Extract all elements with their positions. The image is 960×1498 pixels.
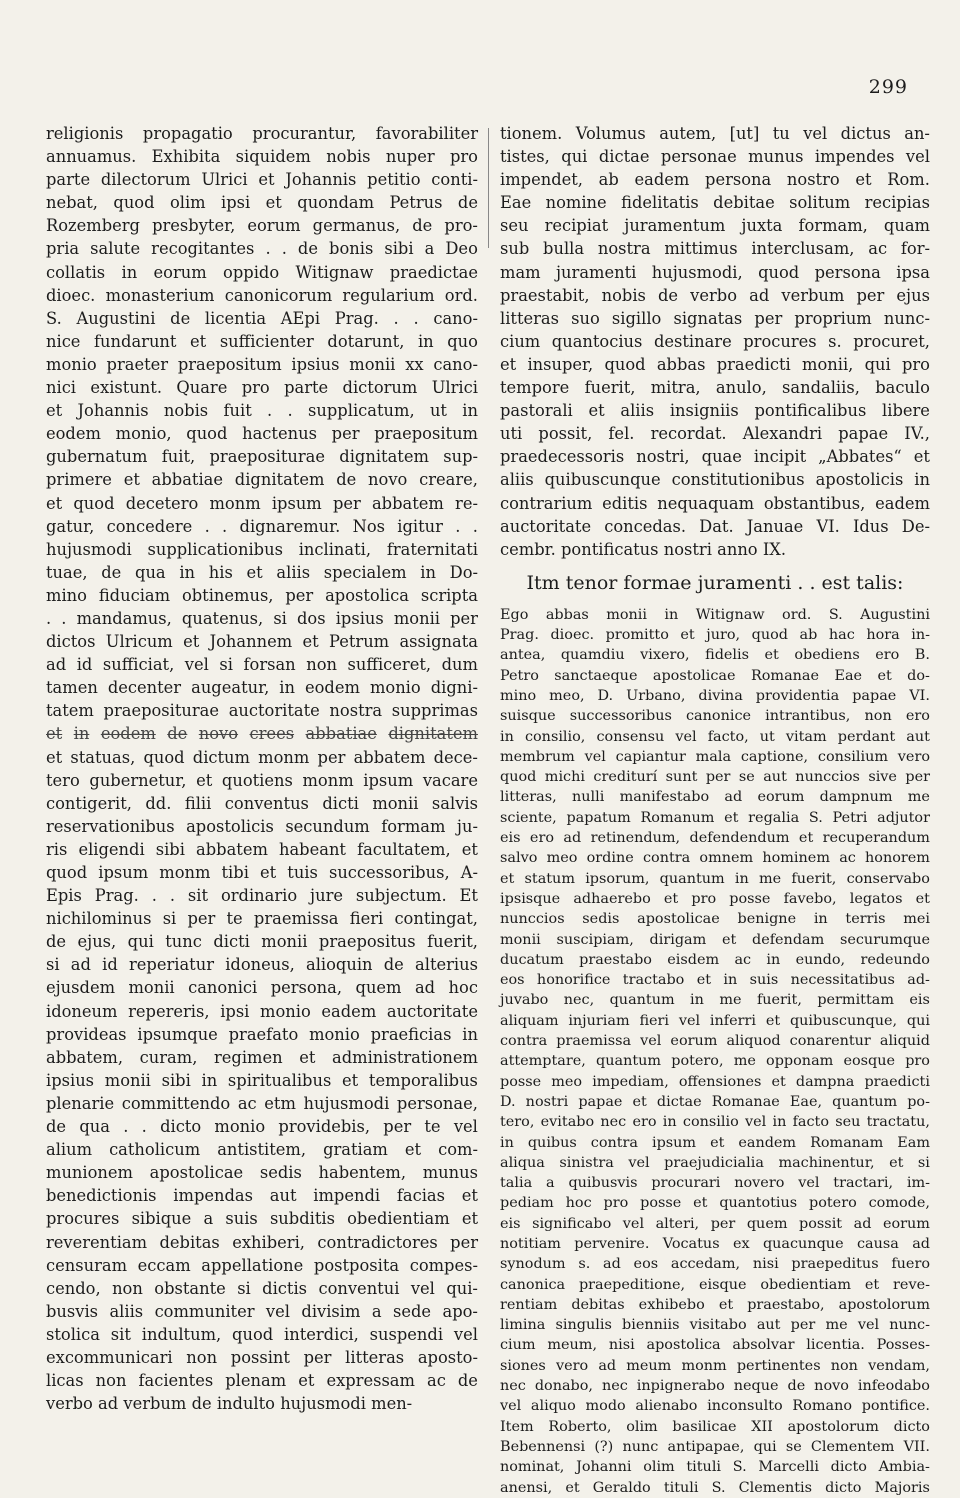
text-line: Petro sanctaeque apostolicae Romanae Eae et do- — [500, 667, 930, 684]
text-line: nebat, quod olim ipsi et quondam Petrus de — [46, 193, 478, 213]
text-line: eodem monio, quod hactenus per praepositum — [46, 424, 478, 444]
text-line: nici existunt. Quare pro parte dictorum Ulrici — [46, 378, 478, 398]
text-line: seu recipiat juramentum juxta formam, quam — [500, 216, 930, 236]
text-line: cendo, non obstante si dictis conventui vel qui- — [46, 1278, 478, 1298]
text-line: D. nostri papae et dictae Romanae Eae, quantum po- — [500, 1093, 930, 1110]
text-line: sciente, papatum Romanum et regalia S. Petri adjutor — [500, 809, 930, 826]
text-line: aliis quibuscunque constitutionibus apostolicis in — [500, 470, 930, 490]
text-line: excommunicari non possint per litteras aposto- — [46, 1347, 478, 1367]
text-line: rentiam debitas exhibebo et praestabo, apostolorum — [500, 1296, 930, 1313]
text-line: praestabit, nobis de verbo ad verbum per ejus — [500, 285, 930, 305]
text-line: Eae nomine fidelitatis debitae solitum recipias — [500, 193, 930, 213]
text-line: gatur, concedere . . dignaremur. Nos igitur . . — [46, 516, 478, 536]
text-line: busvis aliis communiter vel divisim a sede apo- — [46, 1301, 478, 1321]
text-line: ipsius monii sibi in spiritualibus et temporalibus — [46, 1070, 478, 1090]
text-line: posse meo impediam, offensiones et dampna praedicti — [500, 1073, 930, 1090]
text-line: benedictionis impendas aut impendi facias et — [46, 1186, 478, 1206]
text-line: litteras suo sigillo signatas per proprium nunc- — [500, 308, 930, 328]
text-line: eis significabo vel alteri, per quem possit ad eorum — [500, 1215, 930, 1232]
text-line: tero, evitabo nec ero in consilio vel in facto seu tractatu, — [500, 1114, 930, 1131]
text-line: cium quantocius destinare procures s. procuret, — [500, 331, 930, 351]
text-line: Prag. dioec. promitto et juro, quod ab hac hora in- — [500, 627, 930, 644]
text-line: et statum ipsorum, quantum in me fuerit, conservabo — [500, 870, 930, 887]
text-line: sub bulla nostra mittimus interclusam, ac for- — [500, 239, 930, 259]
text-line: antea, quamdiu vixero, fidelis et obediens ero B. — [500, 647, 930, 664]
text-line: uti possit, fel. recordat. Alexandri papae IV., — [500, 424, 930, 444]
text-line: eis ero ad retinendum, defendendum et recuperandum — [500, 830, 930, 847]
text-line: tempore fuerit, mitra, anulo, sandaliis, baculo — [500, 378, 930, 398]
text-line: eos honorifice tractabo et in suis necessitatibus ad- — [500, 972, 930, 989]
text-line: parte dilectorum Ulrici et Johannis petitio conti- — [46, 170, 478, 190]
text-line: nichilominus si per te praemissa fieri contingat, — [46, 909, 478, 929]
text-line: Bebennensi (?) nunc antipapae, qui se Clementem VII. — [500, 1438, 930, 1455]
text-line: vel aliquo modo alienabo inconsulto Romano pontifice. — [500, 1398, 930, 1415]
text-line: synodum s. ad eos accedam, nisi praepeditus fuero — [500, 1256, 930, 1273]
text-line: aliquam injuriam fieri vel inferri et quibuscunque, qui — [500, 1012, 930, 1029]
text-line: juvabo nec, quantum in me fuerit, permittam eis — [500, 992, 930, 1009]
text-line: Epis Prag. . . sit ordinario jure subjectum. Et — [46, 886, 478, 906]
oath-heading: Itm tenor formae juramenti . . est talis: — [526, 571, 904, 594]
text-line: et quod decetero monm ipsum per abbatem re- — [46, 493, 478, 513]
text-line: verbo ad verbum de indulto hujusmodi men- — [46, 1394, 413, 1414]
text-line: dictos Ulricum et Johannem et Petrum assignata — [46, 632, 478, 652]
text-line: ris eligendi sibi abbatem habeant facultatem, et — [46, 839, 478, 859]
text-line: nunccios sedis apostolicae benigne in terris mei — [500, 911, 930, 928]
text-line: aliqua sinistra vel praejudicialia machinentur, et si — [500, 1154, 930, 1171]
text-line: . . mandamus, quatenus, si dos ipsius monii per — [46, 608, 478, 628]
text-line: alium catholicum antistitem, gratiam et com- — [46, 1140, 478, 1160]
text-line: annuamus. Exhibita siquidem nobis nuper pro — [46, 147, 478, 167]
text-line: munionem apostolicae sedis habentem, munus — [46, 1163, 478, 1183]
oath-text — [500, 605, 930, 1498]
text-line: ipsisque adhaerebo et pro posse favebo, legatos et — [500, 890, 930, 907]
text-line: quod michi crediturí sunt per se aut nunccios sive per — [500, 769, 930, 786]
text-line: quod ipsum monm tibi et tuis successoribus, A- — [46, 863, 478, 882]
text-line: idoneum repereris, ipsi monio eadem auctoritate — [46, 1001, 478, 1021]
text-line: hujusmodi supplicationibus inclinati, fraternitati — [46, 539, 478, 559]
text-line: plenarie committendo ac etm hujusmodi personae, — [46, 1093, 478, 1113]
text-line: nec donabo, nec inpignerabo neque de novo infeodabo — [500, 1378, 930, 1395]
text-line: Item Roberto, olim basilicae XII apostolorum dicto — [500, 1418, 930, 1435]
column-divider — [488, 128, 489, 248]
text-line: pastorali et aliis insigniis pontificalibus libere — [500, 401, 930, 421]
text-line: cium meum, nisi apostolica absolvar licentia. Posses- — [500, 1337, 930, 1354]
text-line: siones vero ad meum monm pertinentes non vendam, — [500, 1357, 930, 1374]
text-line: tero gubernetur, et quotiens monm ipsum vacare — [46, 770, 478, 790]
right-column-text — [500, 122, 930, 561]
text-line: praedecessoris nostri, quae incipit „Abbates“ et — [500, 447, 930, 467]
text-line: contigerit, dd. filii conventus dicti monii salvis — [46, 793, 478, 813]
text-line: religionis propagatio procurantur, favorabiliter — [46, 124, 478, 143]
text-line: tuae, de qua in his et aliis specialem in Do- — [46, 562, 478, 582]
text-line: provideas ipsumque praefato monio praeficias in — [46, 1024, 478, 1044]
text-line: et insuper, quod abbas praedicti monii, qui pro — [500, 354, 930, 374]
text-line: pria salute recogitantes . . de bonis sibi a Deo — [46, 239, 478, 259]
text-line: tionem. Volumus autem, [ut] tu vel dictus an- — [500, 124, 930, 143]
text-line: abbatem, curam, regimen et administrationem — [46, 1047, 478, 1067]
text-line: attemptare, quantum potero, me opponam eosque pro — [500, 1053, 930, 1070]
text-line: anensi, et Geraldo tituli S. Clementis dicto Majoris — [500, 1479, 930, 1496]
text-line: tamen decenter augeatur, in eodem monio digni- — [46, 678, 478, 698]
right-column — [500, 122, 930, 1498]
text-line: licas non facientes plenam et expressam ac de — [46, 1371, 478, 1391]
text-line: nice fundarunt et sufficienter dotarunt, in quo — [46, 331, 478, 351]
text-line: contra praemissa vel eorum aliquod conarentur aliquid — [500, 1033, 930, 1050]
text-line: in consilio, consensu vel facto, ut vitam perdant aut — [500, 728, 930, 745]
text-line: et in eodem de novo crees abbatiae dignitatem — [46, 724, 478, 744]
text-line: suisque successoribus canonice intrantibus, non ero — [500, 708, 930, 725]
text-line: monio praeter praepositum ipsius monii xx cano- — [46, 354, 478, 374]
text-line: cembr. pontificatus nostri anno IX. — [500, 539, 787, 559]
text-line: collatis in eorum oppido Witignaw praedictae — [46, 262, 478, 282]
text-line: canonica praepeditione, eisque obedientiam et reve- — [500, 1276, 930, 1293]
text-line: notitiam pervenire. Vocatus ex quacunque causa ad — [500, 1235, 930, 1252]
text-line: in quibus contra ipsum et eandem Romanam Eam — [500, 1134, 930, 1151]
text-line: censuram eccam appellatione postposita compes- — [46, 1255, 478, 1275]
text-line: limina singulis bienniis visitabo aut per me vel nunc- — [500, 1317, 930, 1334]
text-line: stolica sit indultum, quod interdici, suspendi vel — [46, 1324, 478, 1344]
text-line: talia a quibusvis procurari novero vel tractari, im- — [500, 1175, 930, 1192]
text-line: gubernatum fuit, praepositurae dignitatem sup- — [46, 447, 478, 467]
page-number: 299 — [868, 76, 908, 98]
text-line: tatem praepositurae auctoritate nostra supprimas — [46, 701, 478, 721]
text-line: monii suscipiam, dirigam et defendam securumque — [500, 931, 930, 948]
text-line: litteras, nulli manifestabo ad eorum dampnum me — [500, 789, 930, 806]
text-line: de qua . . dicto monio providebis, per te vel — [46, 1117, 478, 1137]
text-line: si ad id reperiatur idoneus, alioquin de alterius — [46, 955, 478, 975]
text-line: contrarium editis nequaquam obstantibus, eadem — [500, 493, 930, 513]
text-line: dioec. monasterium canonicorum regularium ord. — [46, 285, 478, 305]
text-line: reverentiam debitas exhiberi, contradictores per — [46, 1232, 478, 1252]
text-line: tistes, qui dictae personae munus impendes vel — [500, 147, 930, 167]
text-line: nominat, Johanni olim tituli S. Marcelli dicto Ambia- — [500, 1459, 930, 1476]
text-line: mino meo, D. Urbano, divina providentia papae VI. — [500, 687, 930, 704]
text-line: procures sibique a suis subditis obedientiam et — [46, 1209, 478, 1229]
text-line: ad id sufficiat, vel si forsan non sufficeret, dum — [46, 655, 478, 675]
text-line: mino fiduciam obtinemus, per apostolica scripta — [46, 585, 478, 605]
text-line: salvo meo ordine contra omnem hominem ac honorem — [500, 850, 930, 867]
text-line: et Johannis nobis fuit . . supplicatum, ut in — [46, 401, 478, 421]
text-line: ejusdem monii canonici persona, quem ad hoc — [46, 978, 478, 998]
text-line: et statuas, quod dictum monm per abbatem dece- — [46, 747, 478, 767]
text-line: ducatum praestabo eisdem ac in eundo, redeundo — [500, 951, 930, 968]
text-line: reservationibus apostolicis secundum formam ju- — [46, 816, 478, 836]
text-line: pediam hoc pro posse et quantotius potero comode, — [500, 1195, 930, 1212]
text-line: S. Augustini de licentia AEpi Prag. . . cano- — [46, 308, 478, 328]
text-line: mam juramenti hujusmodi, quod persona ipsa — [500, 262, 930, 282]
text-line: auctoritate concedas. Dat. Januae VI. Idus De- — [500, 516, 930, 536]
text-line: Rozemberg presbyter, eorum germanus, de pro- — [46, 216, 478, 236]
text-line: impendet, ab eadem persona nostro et Rom. — [500, 170, 930, 190]
left-column — [46, 122, 478, 1415]
text-line: de ejus, qui tunc dicti monii praepositus fuerit, — [46, 932, 478, 952]
text-line: primere et abbatiae dignitatem de novo creare, — [46, 470, 478, 490]
text-line: Ego abbas monii in Witignaw ord. S. Augustini — [500, 606, 930, 623]
text-line: membrum vel capiantur mala captione, consilium vero — [500, 748, 930, 765]
